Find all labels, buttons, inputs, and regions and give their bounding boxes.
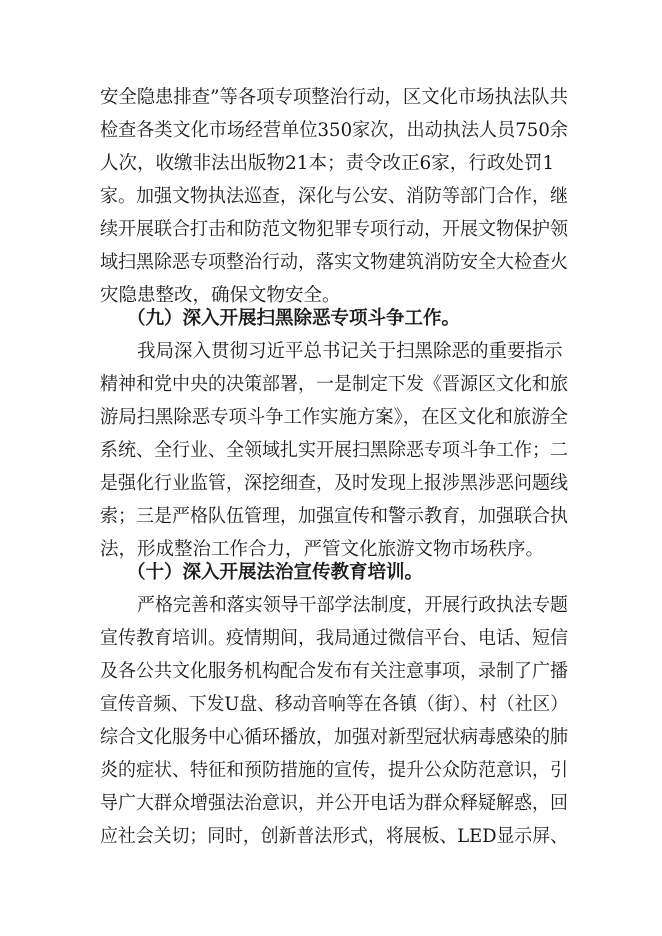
- text-line: [0, 179, 662, 215]
- text-line-content: 炎的症状、特征和预防措施的宣传，提升公众防范意识，引: [100, 760, 568, 781]
- text-line-content: 应社会关切；同时，创新普法形式，将展板、LED显示屏、: [100, 826, 569, 847]
- text-line: [0, 113, 662, 149]
- text-line-content: 游局扫黑除恶专项斗争工作实施方案》，在区文化和旅游全: [100, 407, 568, 428]
- text-line: [0, 146, 662, 182]
- text-line-content: 综合文化服务中心循环播放，加强对新型冠状病毒感染的肺: [100, 727, 568, 748]
- section-heading-text: （十）深入开展法治宣传教育培训。: [127, 562, 424, 583]
- text-line-content: 系统、全行业、全领域扎实开展扫黑除恶专项斗争工作；二: [100, 440, 568, 461]
- section-heading-9: [0, 301, 662, 337]
- text-line: [0, 654, 662, 690]
- text-line: [0, 819, 662, 855]
- text-line-content: 是强化行业监管，深挖细查，及时发现上报涉黑涉恶问题线: [100, 473, 568, 494]
- text-line: [0, 466, 662, 502]
- text-line-content: 精神和党中央的决策部署，一是制定下发《晋源区文化和旅: [100, 374, 568, 395]
- text-line: [0, 621, 662, 657]
- text-line: [0, 400, 662, 436]
- text-line: [0, 433, 662, 469]
- text-line: [0, 245, 662, 281]
- text-line-content: 域扫黑除恶专项整治行动，落实文物建筑消防安全大检查火: [100, 252, 568, 273]
- section-heading-10: [0, 555, 662, 591]
- text-line-content: 严格完善和落实领导干部学法制度，开展行政执法专题: [137, 595, 569, 616]
- text-line-content: 安全隐患排查”等各项专项整治行动，区文化市场执法队共: [100, 87, 569, 108]
- text-line-content: 续开展联合打击和防范文物犯罪专项行动，开展文物保护领: [100, 219, 568, 240]
- text-line-content: 宣传音频、下发U盘、移动音响等在各镇（街）、村（社区）: [100, 694, 568, 715]
- text-line-content: 及各公共文化服务机构配合发布有关注意事项，录制了广播: [100, 661, 568, 682]
- section-heading-text: （九）深入开展扫黑除恶专项斗争工作。: [127, 308, 461, 329]
- text-line: [0, 786, 662, 822]
- text-line-content: 导广大群众增强法治意识，并公开电话为群众释疑解惑，回: [100, 793, 568, 814]
- text-line: [0, 588, 662, 624]
- text-line-content: 人次，收缴非法出版物21本；责令改正6家，行政处罚1: [100, 153, 555, 174]
- text-line: [0, 212, 662, 248]
- text-line-content: 法，形成整治工作合力，严管文化旅游文物市场秩序。: [100, 539, 545, 560]
- text-line: [0, 720, 662, 756]
- text-line-content: 家。加强文物执法巡查，深化与公安、消防等部门合作，继: [100, 186, 568, 207]
- text-line: [0, 334, 662, 370]
- text-line: [0, 687, 662, 723]
- text-line-content: 我局深入贯彻习近平总书记关于扫黑除恶的重要指示: [137, 341, 563, 362]
- text-line: [0, 499, 662, 535]
- text-line-content: 检查各类文化市场经营单位350家次，出动执法人员750余: [100, 120, 568, 141]
- text-line: [0, 80, 662, 116]
- text-line-content: 索；三是严格队伍管理，加强宣传和警示教育，加强联合执: [100, 506, 568, 527]
- text-line-content: 灾隐患整改，确保文物安全。: [100, 285, 341, 306]
- text-line: [0, 367, 662, 403]
- text-line: [0, 753, 662, 789]
- text-line-content: 宣传教育培训。疫情期间，我局通过微信平台、电话、短信: [100, 628, 568, 649]
